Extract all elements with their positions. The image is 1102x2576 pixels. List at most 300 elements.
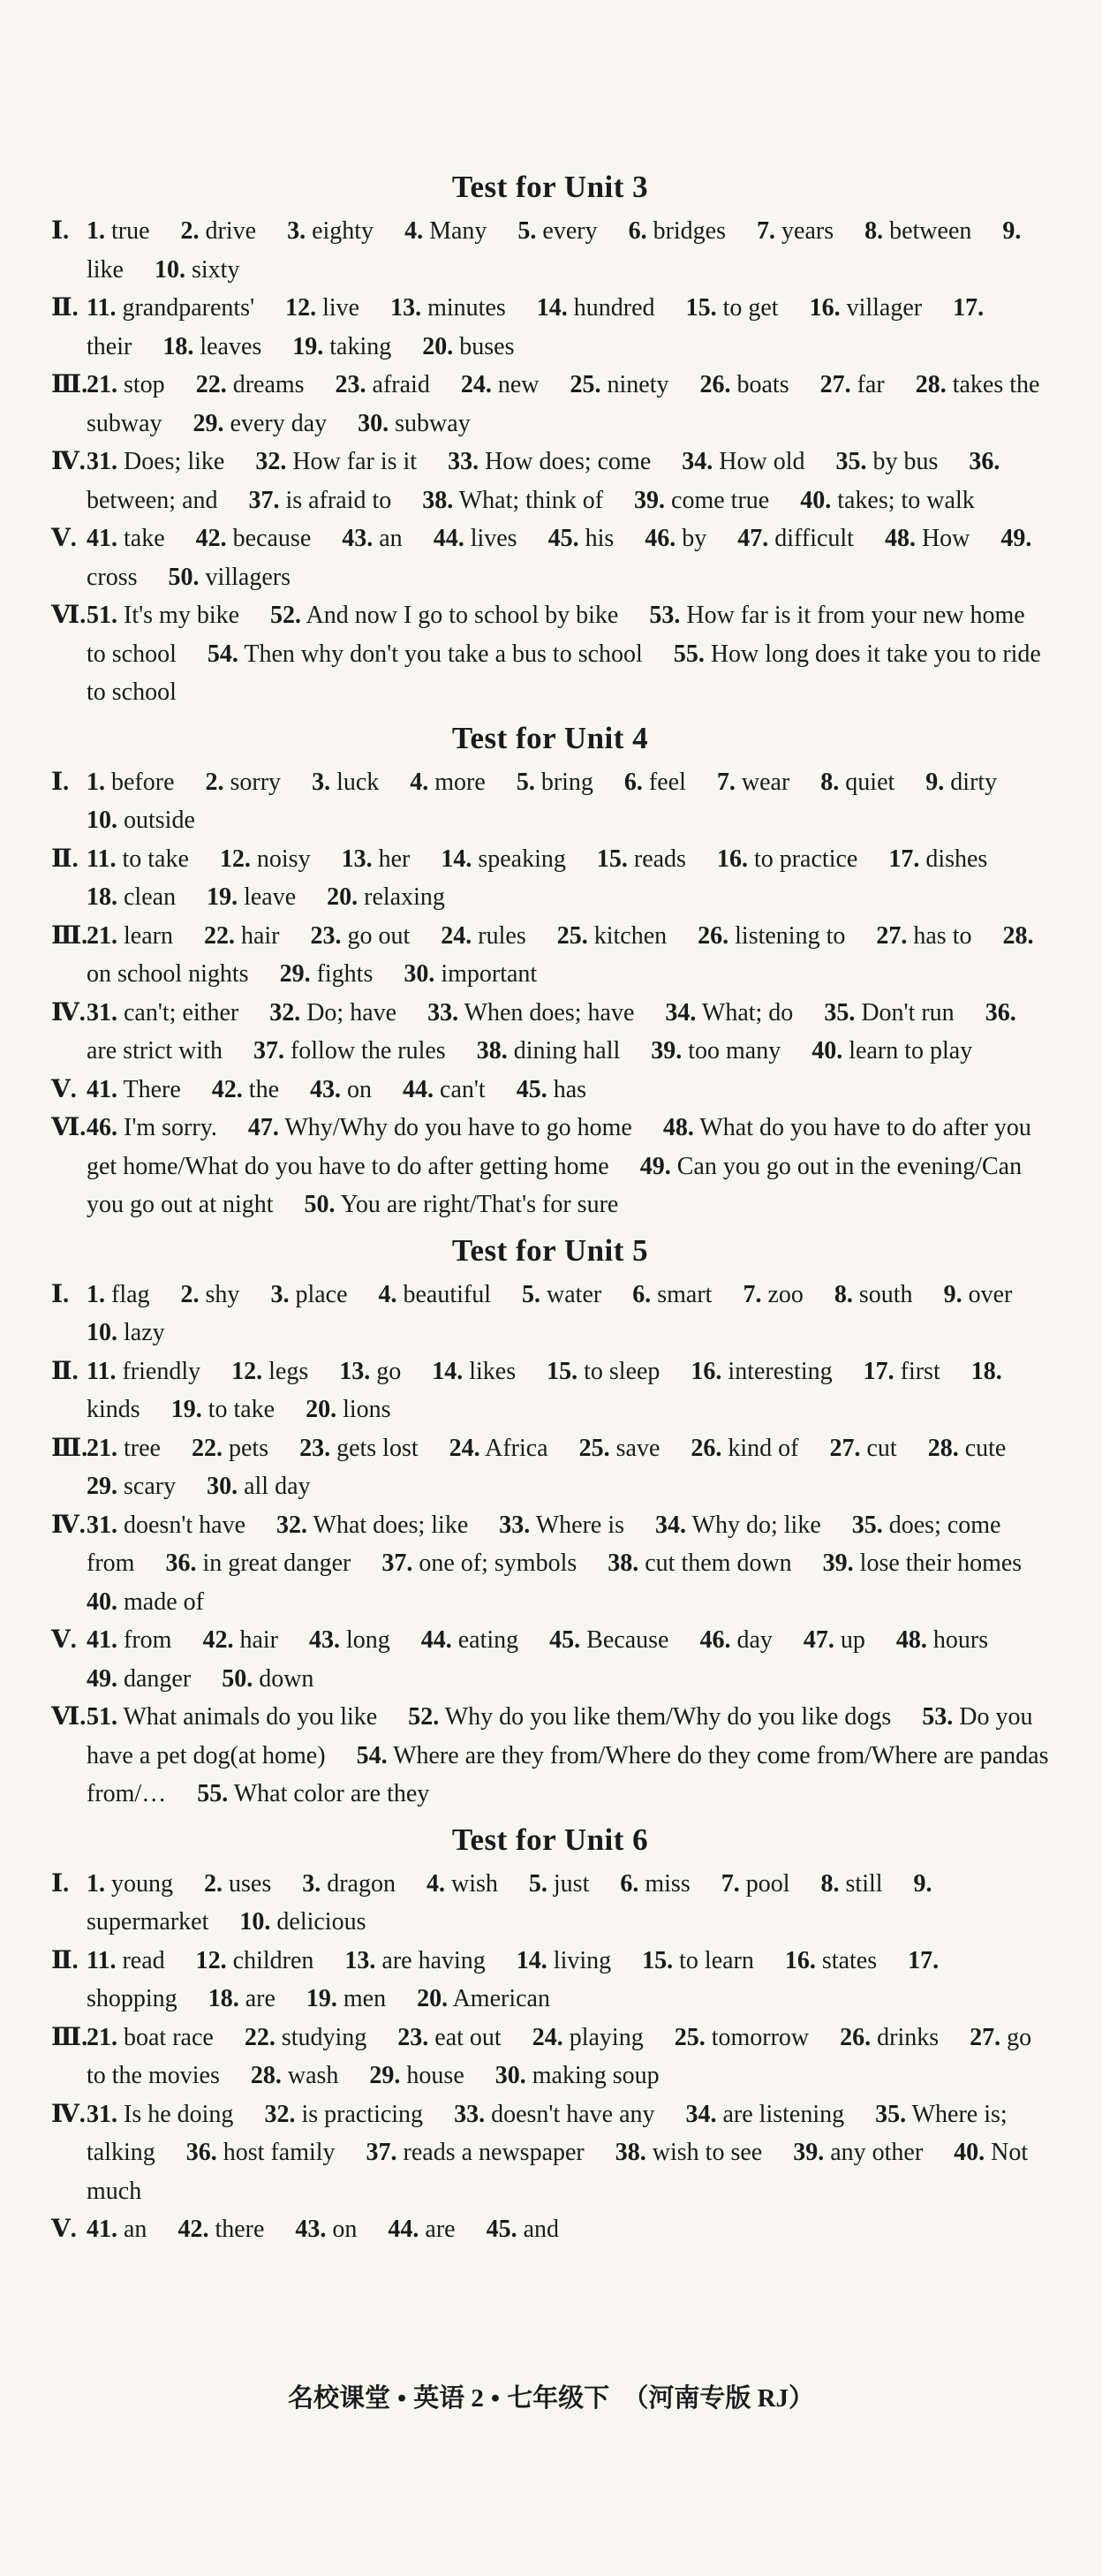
- answer-text: noisy: [256, 845, 311, 873]
- answer-section: [51, 519, 1049, 596]
- answer-text: supermarket: [87, 1908, 209, 1936]
- answer-number: 48.: [884, 525, 916, 552]
- answer-number: 50.: [222, 1664, 253, 1693]
- answer-number: 33.: [427, 998, 459, 1027]
- answer-number: 2.: [205, 768, 224, 796]
- page-footer: [0, 2378, 1102, 2414]
- answer-item: [249, 487, 392, 514]
- answer-number: 8.: [864, 217, 884, 245]
- answer-item: [193, 410, 328, 437]
- answer-text: come true: [671, 486, 770, 514]
- answer-item: [181, 1281, 240, 1308]
- answer-item: [306, 1396, 390, 1423]
- answer-text: states: [821, 1946, 878, 1974]
- answer-text: doesn't have: [124, 1511, 246, 1539]
- answer-item: [280, 960, 374, 988]
- answer-item: [342, 845, 411, 873]
- answer-item: [87, 2101, 233, 2128]
- answer-item: [421, 1626, 518, 1654]
- answer-item: [208, 640, 643, 668]
- answer-text: listening to: [735, 921, 846, 950]
- answer-number: 4.: [404, 217, 424, 245]
- answer-number: 13.: [339, 1357, 371, 1385]
- answer-number: 10.: [239, 1908, 271, 1936]
- answer-text: to take: [208, 1396, 276, 1423]
- answer-text: bring: [540, 768, 593, 796]
- answer-item: [358, 410, 471, 437]
- answer-number: 5.: [522, 1280, 541, 1308]
- answer-text: true: [111, 217, 150, 245]
- answer-number: 36.: [969, 448, 1000, 475]
- answer-item: [87, 1588, 204, 1616]
- answer-item: [312, 769, 379, 796]
- answer-number: 53.: [922, 1703, 954, 1731]
- answer-number: 55.: [673, 640, 705, 668]
- section-number: Ⅰ.: [51, 1869, 70, 1898]
- answer-section: [51, 1698, 1049, 1814]
- answer-number: 43.: [308, 1626, 340, 1654]
- answer-item: [487, 2216, 559, 2243]
- answer-number: 34.: [655, 1511, 687, 1539]
- answer-item: [422, 487, 603, 514]
- answer-number: 29.: [192, 409, 224, 437]
- answer-item: [339, 1358, 401, 1385]
- answer-number: 33.: [454, 2100, 486, 2128]
- answer-item: [570, 371, 669, 398]
- answer-number: 42.: [211, 1075, 243, 1103]
- answer-text: children: [232, 1946, 314, 1974]
- answer-text: hair: [240, 921, 280, 950]
- answer-text: follow the rules: [290, 1037, 446, 1064]
- answer-number: 37.: [248, 486, 280, 514]
- answer-section: [51, 2019, 1049, 2095]
- answer-text: fights: [316, 960, 374, 988]
- answer-item: [87, 1281, 150, 1308]
- answer-number: 13.: [344, 1946, 376, 1974]
- answer-text: any other: [830, 2139, 924, 2166]
- answer-item: [196, 371, 305, 398]
- answer-number: 30.: [207, 1473, 238, 1500]
- answer-item: [87, 1319, 165, 1346]
- answer-item: [87, 1947, 165, 1974]
- answer-text: years: [781, 217, 834, 245]
- answer-number: 30.: [358, 409, 389, 437]
- answer-number: 13.: [341, 845, 373, 873]
- answer-number: 10.: [87, 807, 117, 834]
- footer-edition: （河南专版 RJ）: [623, 2384, 815, 2413]
- answer-number: 19.: [292, 332, 324, 360]
- section-answers: [87, 840, 1049, 917]
- answer-text: to practice: [753, 845, 858, 873]
- answer-number: 24.: [449, 1434, 480, 1462]
- answer-text: read: [122, 1946, 165, 1974]
- answer-number: 13.: [390, 294, 422, 322]
- answer-text: dining hall: [513, 1037, 621, 1064]
- answer-text: the: [248, 1075, 280, 1103]
- answer-number: 32.: [269, 998, 301, 1027]
- answer-text: What animals do you like: [123, 1703, 378, 1731]
- answer-item: [302, 1870, 396, 1898]
- answer-item: [529, 1870, 589, 1898]
- answer-number: 6.: [632, 1280, 652, 1308]
- answer-text: still: [845, 1869, 883, 1898]
- answer-text: too many: [688, 1037, 781, 1064]
- answer-section: [51, 1109, 1049, 1224]
- answer-number: 27.: [970, 2023, 1001, 2051]
- answer-number: 39.: [651, 1037, 683, 1064]
- answer-number: 32.: [264, 2100, 296, 2128]
- answer-item: [206, 769, 282, 796]
- answer-item: [691, 1358, 832, 1385]
- answer-section: [51, 1621, 1049, 1698]
- answer-number: 36.: [165, 1549, 197, 1577]
- answer-text: drinks: [877, 2023, 940, 2051]
- answer-text: When does; have: [464, 998, 635, 1027]
- answer-number: 33.: [499, 1511, 531, 1539]
- answer-item: [202, 1626, 278, 1654]
- answer-number: 1.: [87, 217, 105, 245]
- answer-number: 30.: [494, 2062, 526, 2089]
- answer-number: 9.: [913, 1869, 932, 1898]
- answer-section: [51, 840, 1049, 917]
- answer-text: legs: [268, 1357, 309, 1385]
- answer-item: [155, 256, 239, 284]
- answer-number: 7.: [716, 768, 736, 796]
- answer-text: villagers: [205, 563, 291, 591]
- answer-text: reads: [633, 845, 686, 873]
- answer-item: [212, 1076, 279, 1103]
- answer-item: [87, 769, 175, 796]
- answer-text: I'm sorry.: [124, 1114, 217, 1141]
- answer-text: eating: [457, 1626, 519, 1654]
- unit-block: [51, 168, 1049, 712]
- answer-number: 28.: [915, 371, 947, 398]
- answer-number: 50.: [304, 1191, 336, 1218]
- section-number: Ⅲ.: [51, 371, 88, 398]
- answer-number: 44.: [420, 1626, 452, 1654]
- answer-text: How far is it: [292, 448, 418, 475]
- answer-section: [51, 443, 1049, 519]
- answer-text: flag: [111, 1280, 150, 1308]
- answer-text: How: [921, 525, 970, 552]
- answer-text: There: [123, 1075, 181, 1103]
- answer-number: 19.: [170, 1396, 202, 1423]
- answer-item: [432, 1358, 516, 1385]
- answer-number: 7.: [743, 1280, 762, 1308]
- answer-number: 15.: [596, 845, 628, 873]
- answer-item: [87, 999, 238, 1027]
- answer-text: danger: [124, 1664, 192, 1693]
- answer-text: speaking: [478, 845, 566, 873]
- answer-text: scary: [124, 1473, 177, 1500]
- answer-number: 40.: [800, 486, 832, 514]
- answer-number: 1.: [87, 768, 105, 796]
- answer-item: [632, 1281, 712, 1308]
- answer-number: 14.: [516, 1946, 547, 1974]
- answer-text: What; think of: [458, 486, 604, 514]
- answer-text: afraid: [372, 371, 430, 398]
- answer-text: takes; to walk: [837, 486, 975, 514]
- footer-separator: •: [396, 2384, 407, 2413]
- answer-item: [461, 371, 540, 398]
- answer-item: [655, 1512, 821, 1539]
- section-answers: [87, 443, 1049, 519]
- answer-item: [87, 371, 165, 398]
- answer-item: [821, 1870, 883, 1898]
- answer-text: men: [343, 1985, 387, 2012]
- section-answers: [87, 1276, 1049, 1352]
- answer-number: 15.: [547, 1357, 578, 1385]
- answer-text: tomorrow: [711, 2023, 810, 2051]
- answer-number: 5.: [517, 217, 537, 245]
- answer-text: shopping: [87, 1985, 177, 2012]
- footer-subject: 英语 2: [413, 2384, 484, 2413]
- answer-number: 41.: [87, 2216, 117, 2243]
- section-number: Ⅴ.: [51, 1075, 77, 1103]
- answer-item: [87, 1435, 161, 1462]
- answer-text: new: [497, 371, 540, 398]
- answer-item: [207, 1473, 310, 1500]
- section-answers: [87, 212, 1049, 289]
- answer-item: [204, 1870, 271, 1898]
- answer-number: 12.: [219, 845, 251, 873]
- answer-number: 11.: [87, 294, 117, 322]
- answer-number: 29.: [279, 960, 311, 988]
- answer-item: [220, 845, 311, 873]
- answer-number: 31.: [87, 1511, 117, 1539]
- section-number: Ⅰ.: [51, 768, 70, 796]
- answer-text: young: [111, 1869, 173, 1898]
- answer-text: long: [345, 1626, 390, 1654]
- answer-item: [276, 1512, 468, 1539]
- answer-item: [823, 1549, 1023, 1577]
- answer-text: by bus: [872, 448, 939, 475]
- section-answers: [87, 1109, 1049, 1224]
- answer-text: important: [441, 960, 538, 988]
- answer-item: [197, 1780, 429, 1807]
- answer-text: relaxing: [364, 883, 445, 911]
- answer-number: 8.: [820, 1869, 840, 1898]
- answer-text: uses: [229, 1869, 272, 1898]
- answer-item: [448, 448, 651, 475]
- answer-number: 43.: [295, 2216, 327, 2243]
- answer-text: host family: [223, 2139, 336, 2166]
- answer-number: 35.: [824, 998, 856, 1027]
- answer-item: [743, 1281, 803, 1308]
- answer-number: 16.: [784, 1946, 816, 1974]
- answer-item: [785, 1947, 877, 1974]
- answer-item: [422, 333, 514, 360]
- answer-text: takes the subway: [87, 371, 1040, 437]
- answer-section: [51, 366, 1049, 443]
- answer-text: Because: [586, 1626, 669, 1654]
- answer-text: likes: [469, 1357, 517, 1385]
- answer-number: 18.: [162, 332, 194, 360]
- answer-item: [441, 845, 566, 873]
- answer-number: 20.: [327, 883, 359, 911]
- answer-text: stop: [124, 371, 165, 398]
- answer-number: 2.: [180, 1280, 200, 1308]
- answer-text: are having: [381, 1946, 486, 1974]
- answer-number: 54.: [356, 1741, 388, 1769]
- answer-text: rules: [478, 921, 526, 950]
- answer-item: [840, 2024, 939, 2051]
- answer-item: [449, 1435, 548, 1462]
- answer-number: 34.: [685, 2100, 717, 2128]
- answer-text: day: [736, 1626, 773, 1654]
- answer-number: 4.: [378, 1280, 397, 1308]
- answer-text: Where is; talking: [87, 2100, 1008, 2166]
- section-number: Ⅵ.: [51, 1703, 87, 1731]
- answer-number: 46.: [699, 1626, 731, 1654]
- answer-text: are: [245, 1985, 276, 2012]
- answer-number: 21.: [87, 2023, 117, 2051]
- answer-text: What; do: [701, 998, 794, 1027]
- answer-number: 3.: [302, 1869, 321, 1898]
- answer-item: [876, 922, 971, 950]
- answer-item: [820, 769, 894, 796]
- answer-text: shy: [205, 1280, 240, 1308]
- section-number: Ⅰ.: [51, 1280, 70, 1308]
- answer-text: can't: [440, 1075, 486, 1103]
- answer-item: [87, 1358, 200, 1385]
- answer-number: 51.: [87, 602, 117, 629]
- answer-text: How does; come: [485, 448, 652, 475]
- answer-number: 38.: [608, 1549, 639, 1577]
- answer-text: Why do; like: [691, 1511, 821, 1539]
- answer-text: quiet: [845, 768, 895, 796]
- answer-number: 45.: [516, 1075, 547, 1103]
- answer-number: 20.: [417, 1985, 449, 2012]
- answer-text: has: [553, 1075, 587, 1103]
- answer-section: [51, 917, 1049, 994]
- answer-text: all day: [244, 1473, 311, 1500]
- answer-text: Can you go out in the evening/Can you go out at night: [87, 1152, 1023, 1218]
- answer-item: [87, 448, 224, 475]
- section-answers: [87, 1071, 1049, 1110]
- answer-number: 31.: [87, 448, 117, 475]
- answer-number: 6.: [628, 217, 647, 245]
- answer-item: [517, 1076, 586, 1103]
- answer-item: [87, 1703, 377, 1731]
- answer-item: [928, 1435, 1007, 1462]
- answer-number: 26.: [691, 1434, 722, 1462]
- answer-item: [864, 1358, 940, 1385]
- answer-number: 18.: [970, 1357, 1002, 1385]
- answer-number: 12.: [231, 1357, 263, 1385]
- answer-number: 9.: [943, 1280, 962, 1308]
- answer-item: [579, 1435, 660, 1462]
- answer-text: between: [889, 217, 972, 245]
- answer-item: [379, 1281, 492, 1308]
- answer-number: 40.: [811, 1037, 843, 1064]
- answer-text: eighty: [312, 217, 374, 245]
- answer-number: 12.: [195, 1946, 227, 1974]
- answer-text: every day: [230, 409, 328, 437]
- answer-item: [682, 448, 804, 475]
- answer-number: 37.: [253, 1037, 284, 1064]
- answer-item: [811, 1037, 972, 1064]
- answer-number: 22.: [191, 1434, 223, 1462]
- answer-item: [454, 2101, 654, 2128]
- answer-text: are: [425, 2216, 456, 2243]
- answer-item: [434, 525, 517, 552]
- answer-item: [87, 1076, 181, 1103]
- answer-text: boats: [736, 371, 789, 398]
- answer-number: 5.: [516, 768, 535, 796]
- answer-text: subway: [395, 409, 471, 437]
- answer-number: 22.: [195, 371, 227, 398]
- answer-text: What does; like: [313, 1511, 469, 1539]
- answer-number: 21.: [87, 921, 117, 950]
- answer-text: dirty: [950, 768, 998, 796]
- answer-number: 26.: [698, 921, 729, 950]
- answer-text: go out: [347, 921, 411, 950]
- answer-number: 25.: [556, 921, 588, 950]
- answer-item: [547, 1358, 660, 1385]
- answer-text: zoo: [767, 1280, 804, 1308]
- answer-number: 1.: [87, 1869, 105, 1898]
- answer-section: [51, 1942, 1049, 2019]
- answer-item: [87, 2024, 214, 2051]
- answer-text: clean: [124, 883, 177, 911]
- section-number: Ⅴ.: [51, 2216, 77, 2243]
- answer-number: 29.: [369, 2062, 401, 2089]
- answer-text: living: [553, 1946, 612, 1974]
- answer-item: [896, 1626, 988, 1654]
- answer-item: [737, 525, 854, 552]
- section-number: Ⅳ.: [51, 1511, 86, 1539]
- answer-item: [427, 999, 634, 1027]
- answer-text: eat out: [434, 2023, 502, 2051]
- answer-section: [51, 289, 1049, 366]
- answer-item: [87, 2216, 147, 2243]
- answer-item: [888, 845, 987, 873]
- answer-number: 31.: [87, 2100, 117, 2128]
- answer-number: 40.: [954, 2139, 985, 2166]
- answer-number: 37.: [381, 1549, 413, 1577]
- answer-number: 12.: [285, 294, 317, 322]
- answer-number: 53.: [649, 602, 681, 629]
- answer-item: [645, 525, 706, 552]
- answer-item: [87, 807, 195, 834]
- section-answers: [87, 1506, 1049, 1622]
- section-answers: [87, 994, 1049, 1071]
- answer-text: luck: [336, 768, 380, 796]
- section-answers: [87, 2210, 1049, 2249]
- answer-item: [404, 217, 487, 245]
- answer-text: leaves: [200, 332, 262, 360]
- answer-text: bridges: [653, 217, 727, 245]
- answer-text: doesn't have any: [491, 2100, 655, 2128]
- section-number: Ⅱ.: [51, 1357, 79, 1385]
- answer-number: 22.: [244, 2023, 276, 2051]
- answer-text: can't; either: [124, 998, 239, 1027]
- answer-number: 30.: [404, 960, 435, 988]
- answer-number: 39.: [793, 2139, 825, 2166]
- unit-block: [51, 1821, 1049, 2249]
- answer-number: 8.: [834, 1280, 853, 1308]
- answer-number: 44.: [433, 525, 464, 552]
- answer-item: [634, 487, 769, 514]
- answer-item: [87, 602, 239, 629]
- answer-number: 15.: [685, 294, 717, 322]
- section-number: Ⅲ.: [51, 2023, 88, 2051]
- answer-number: 54.: [207, 640, 238, 668]
- answer-number: 38.: [422, 486, 454, 514]
- answer-text: down: [259, 1664, 314, 1693]
- answer-text: grandparents': [122, 294, 255, 322]
